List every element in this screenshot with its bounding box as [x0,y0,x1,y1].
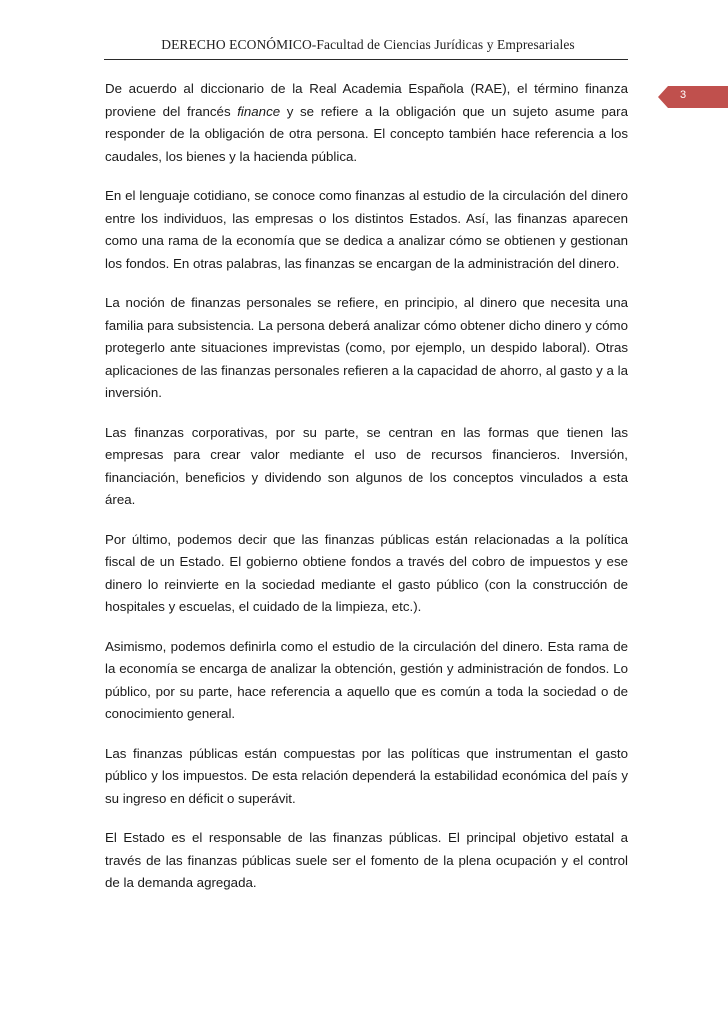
italic-term: finance [237,103,281,119]
page-header: DERECHO ECONÓMICO-Facultad de Ciencias Jurídicas y Empresariales [161,37,575,52]
page-number: 3 [679,89,687,101]
header-rule [104,59,628,60]
paragraph-definition: Asimismo, podemos definirla como el estudio de la circulación del dinero. Esta rama de la economía se encarga de analizar la obtención, gestión y administración de fondos. Lo público, por su parte, hace referencia a aquello que es común a toda la sociedad o de conocimiento general. [105,638,628,721]
page-badge-shape [658,86,728,108]
page-number-badge [658,86,728,108]
paragraph-everyday-language: En el lenguaje cotidiano, se conoce como finanzas al estudio de la circulación del dinero entre los individuos, las empresas o los distintos Estados. Así, las finanzas aparecen como una rama de la economía que se dedica a analizar cómo se obtienen y gestionan los fondos. En otras palabras, las finanzas se encargan de la administración del dinero. [105,188,628,271]
document-body [105,78,628,912]
paragraph-corporate-finance: Las finanzas corporativas, por su parte, se centran en las formas que tienen las empresas para crear valor mediante el uso de recursos financieros. Inversión, financiación, beneficios y dividendo son algunos de los conceptos vinculados a esta área. [105,424,628,507]
paragraph-composition: Las finanzas públicas están compuestas por las políticas que instrumentan el gasto público y los impuestos. De esta relación dependerá la estabilidad económica del país y su ingreso en déficit o superávit. [105,745,628,806]
paragraph-state-role: El Estado es el responsable de las finanzas públicas. El principal objetivo estatal a través de las finanzas públicas suele ser el fomento de la plena ocupación y el control de la demanda agregada. [105,830,628,890]
paragraph-text: y se refiere a la obligación que un sujeto asume para responder de la obligación de otra persona. El concepto también hace referencia a los caudales, los bienes y la hacienda pública. [105,103,628,164]
paragraph-personal-finance: La noción de finanzas personales se refiere, en principio, al dinero que necesita una familia para subsistencia. La persona deberá analizar cómo obtener dicho dinero y cómo protegerlo ante situaciones imprevistas (como, por ejemplo, un despido laboral). Otras aplicaciones de las finanzas personales refieren a la capacidad de ahorro, al gasto y a la inversión. [105,295,628,400]
paragraph-public-finance: Por último, podemos decir que las finanzas públicas están relacionadas a la política fiscal de un Estado. El gobierno obtiene fondos a través del cobro de impuestos y ese dinero lo reinvierte en la sociedad mediante el gasto público (con la construcción de hospitales y escuelas, el cuidado de la limpieza, etc.). [105,531,628,614]
paragraph-rae-definition [105,78,628,168]
paragraph-text: De acuerdo al diccionario de la Real Academia Española (RAE), el término finanza proviene del francés [105,81,628,119]
